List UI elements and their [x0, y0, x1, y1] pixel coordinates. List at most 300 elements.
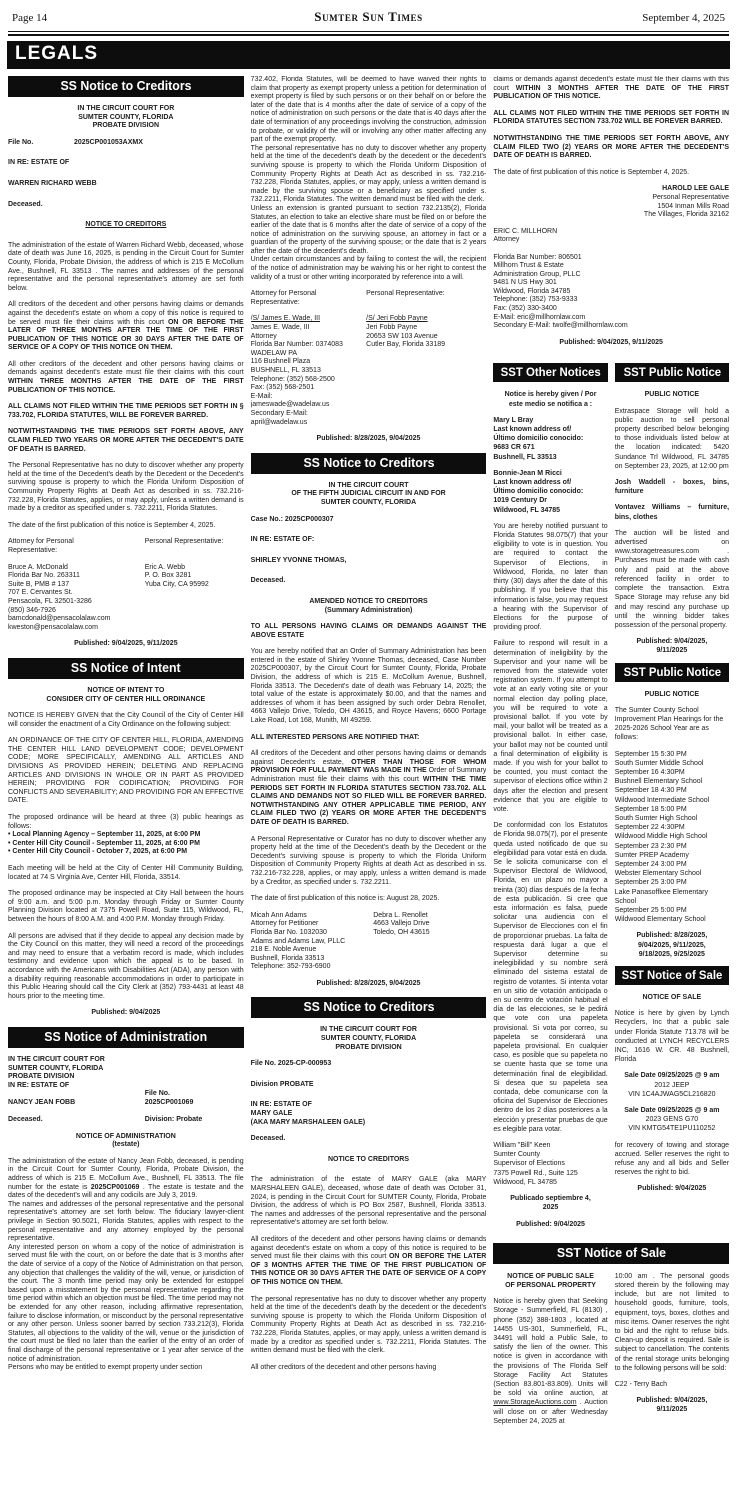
- columns-wrap: [0, 76, 737, 1508]
- notice-paragraph: Division PROBATE: [250, 1080, 314, 1088]
- text-line: OF THE FIFTH JUDICIAL CIRCUIT IN AND FOR: [291, 490, 446, 498]
- text-line: NOTICE OF PUBLIC SALE: [507, 1272, 594, 1280]
- text-line: Fax: (352) 568-2501: [250, 384, 315, 392]
- two-column-block: [251, 315, 487, 427]
- text-line: PROBATE DIVISION: [335, 1043, 402, 1051]
- notice-paragraph: ALL INTERESTED PERSONS ARE NOTIFIED THAT:: [250, 733, 420, 741]
- notice-paragraph: [8, 105, 244, 131]
- text-line: OF PERSONAL PROPERTY: [505, 1281, 596, 1289]
- text-line: Representative:: [250, 298, 300, 306]
- section-header: [615, 966, 729, 985]
- text-line: Wildwood Intermediate School: [614, 796, 710, 804]
- two-column-block: [251, 290, 487, 307]
- text-line: Adams and Adams Law, PLLC: [250, 937, 346, 945]
- notice-paragraph: The auction will be listed and advertised on www.storagetreasures.com . Purchases must be made with cash only and paid at the above referenced facility in order to complete the transaction. Extra Space Storage may refuse any bid and may rescind any purchase up until the winning bidder takes possession of the personal property.: [614, 529, 730, 629]
- text-line: Yuba City, CA 95992: [144, 580, 209, 588]
- text-line: Millhorn Trust & Estate: [493, 262, 564, 270]
- text-line: The Villages, Florida 32162: [643, 211, 730, 219]
- notice-paragraph: [493, 1194, 607, 1212]
- notice-paragraph: The proposed ordinance will be heard at three (3) public hearings as follows:: [8, 814, 244, 830]
- text-line: Division: Probate: [144, 1116, 203, 1124]
- text-line: Pensacola, FL 32501-3286: [8, 597, 92, 605]
- notice-paragraph: [8, 1133, 244, 1150]
- text-segment: . Auction will close on or after Wednesday September 24, 2025 at: [493, 1399, 608, 1425]
- text-line: (Summary Administration): [324, 606, 413, 614]
- text-segment: All creditors of the Decedent and other persons having claims or demands against Decedent's estate,: [250, 750, 487, 766]
- text-line: 116 Bushnell Plaza: [250, 358, 311, 366]
- text-line: Last known address of/: [493, 479, 572, 487]
- notice-paragraph: [8, 361, 244, 395]
- notice-paragraph: All other creditors of the decedent and other persons having: [250, 1363, 437, 1371]
- text-line: Sale Date 09/25/2025 @ 9 am: [624, 1072, 720, 1080]
- notice-paragraph: [493, 1141, 607, 1187]
- text-line: Secondary E-Mail: twolfe@millhornlaw.com: [493, 322, 628, 330]
- right-lines: [373, 912, 486, 972]
- text-line: E-Mail: eric@millhornlaw.com: [493, 313, 586, 321]
- right-lines: [366, 290, 486, 307]
- text-segment: ON OR BEFORE THE LATER OF 3 MONTHS AFTER THE TIME OF THE FIRST PUBLICATION OF THIS NOTICE OR 30 DAYS AFTER THE DATE OF SERVICE OF A COPY OF THIS NOTICE ON THEM.: [250, 1253, 487, 1286]
- text-line: Bruce A. McDonald: [8, 563, 68, 571]
- text-line: Telephone: (352) 568-2500: [250, 375, 335, 383]
- text-line: September 18 4:30 PM: [614, 787, 687, 795]
- notice-paragraph: Case No.: 2025CP000307: [250, 515, 334, 523]
- section-header-label: SST Public Notice: [623, 365, 721, 380]
- text-line: Supervisor of Elections: [493, 1160, 565, 1168]
- notice-paragraph: NOTICE IS HEREBY GIVEN that the City Council of the City of Center Hill will consider the enactment of a City Ordinance on the following subject:: [8, 712, 244, 728]
- two-column-block: [251, 912, 487, 972]
- text-line: Florida Bar No. 263311: [8, 572, 80, 580]
- published-line: Published: 8/28/2025, 9/04/2025: [316, 979, 421, 987]
- text-line: SUMTER COUNTY, FLORIDA: [320, 498, 417, 506]
- text-line: Bonnie-Jean M Ricci: [493, 469, 562, 477]
- notice-paragraph: [8, 301, 244, 353]
- section-header: [251, 453, 487, 474]
- text-segment: The administration of the estate of Nancy Jean Fobb, deceased, is pending in the Circuit Court for Sumter County, Florida, Probate Division, the address of which is 215 E. McCollum Ave., Bushnell, FL 33513. The file number for the estate is: [8, 1157, 244, 1191]
- text-segment: All other creditors of the decedent and other persons having claims or demands against decedent's estate must file their claims with this court: [8, 360, 244, 377]
- text-line: PROBATE DIVISION: [8, 1073, 75, 1081]
- text-line: Personal Representative:: [366, 290, 445, 298]
- text-line: September 18 5:00 PM: [614, 805, 687, 813]
- notice-paragraph: C22 - Terry Bach: [614, 1380, 668, 1388]
- notice-paragraph: IN RE: ESTATE OF: [8, 159, 70, 167]
- notice-paragraph: The proposed ordinance may be inspected at City Hall between the hours of 9:00 a.m. and 5:00 p.m. Monday through Friday or Sumter County Planning Division located at 7375 Powell Road, Suite 115, Wildwood, FL, between the hours of 8:00 A.M. and 4:00 P.M. Monday through Friday.: [8, 890, 244, 923]
- notice-paragraph: SHIRLEY YVONNE THOMAS,: [250, 556, 347, 564]
- text-line: Attorney for Personal: [250, 290, 317, 298]
- text-line: [493, 245, 729, 254]
- notice-paragraph: The administration of the estate of Warren Richard Webb, deceased, whose date of death was June 16, 2025, is pending in the Circuit Court for Sumter County, Florida, Probate Division, the address of which is 215 E McCollum Ave., Bushnell, FL 33513 . The names and addresses of the personal representative and the personal representative's attorney are set forth below.: [8, 241, 244, 292]
- notice-paragraph: Persons who may be entitled to exempt property under section: [8, 1364, 203, 1372]
- notice-paragraph: The personal representative has no duty to discover whether any property held at the time of the decedent's death by the decedent or the decedent's surviving spouse is property to which the Florida Uniform Disposition of Community Property Rights at Death Act as described in ss. 732.216-732.228, Florida Statutes, applies, or may apply, unless a written demand is made by the surviving spouse or a beneficiary as specified under s. 732.2211, Florida Statutes. The written demand must be filed with the clerk.: [250, 144, 487, 204]
- text-line: Toledo, OH 43615: [373, 928, 430, 936]
- text-line: September 25 3:00 PM: [614, 879, 687, 887]
- left-lines: [251, 290, 366, 307]
- section-header-label: SST Notice of Sale: [621, 968, 723, 982]
- text-line: IN RE: ESTATE OF: [8, 1081, 70, 1089]
- notice-paragraph: [8, 1056, 244, 1090]
- notice-paragraph: [251, 1236, 487, 1288]
- text-line: File No.: [8, 138, 34, 146]
- text-line: 9481 N US Hwy 301: [493, 279, 557, 287]
- text-line: Attorney: [493, 236, 520, 244]
- published-line: [615, 931, 729, 959]
- section-header-label: SST Public Notice: [623, 664, 721, 679]
- text-line: IN THE CIRCUIT COURT FOR: [77, 105, 175, 112]
- published-line: [615, 1396, 729, 1414]
- right-lines: [145, 1090, 244, 1124]
- notice-paragraph: PUBLIC NOTICE: [644, 391, 700, 399]
- text-line: September 22 4:30PM: [614, 824, 685, 832]
- text-line: 7375 Powell Rd., Suite 125: [493, 1169, 578, 1177]
- section-header-label: SST Other Notices: [500, 365, 601, 380]
- text-line: Representative:: [8, 546, 58, 554]
- notice-paragraph: Extraspace Storage will hold a public auction to sell personal property described below belonging to those individuals listed below at the location indicated: 5420 Sundance Trl Wildwood, FL 34785 on September 23, 2025, at 12:00 pm: [614, 407, 730, 470]
- text-line: SUMTER COUNTY, FLORIDA: [78, 113, 174, 121]
- notice-paragraph: Under certain circumstances and by failing to contest the will, the recipient of the notice of administration may be waiving his or her right to contest the validity of a trust or other writing incorporated by reference into a will.: [250, 256, 487, 281]
- section-header: [493, 363, 607, 382]
- notice-paragraph: The Sumter County School Improvement Plan Hearings for the 2025-2026 School Year are as follows:: [614, 706, 724, 742]
- notice-paragraph: De conformidad con los Estatutos de Florida 98.075(7), por el presente queda usted notificado de que su elegibilidad para votar está en duda. Se le solicita comunicarse con el Supervisor Electoral de Wildwood, Florida, en un plazo no mayor a treinta (30) días después de la fecha de esta publicación. Si cree que esta información es falsa, puede solicitar una audiencia con el Supervisor de Elecciones con el fin de proporcionar pruebas. La falta de respuesta dará lugar a que el Supervisor determine su inelegibilidad y su nombre será eliminado del sistema estatal de registro de votantes. Si intenta votar en un sitio de votación anticipada o en su centro de votación habitual el día de las elecciones, se le pedirá que vote con una papeleta provisional. Si vota por correo, su papeleta se considerará una papeleta provisional. En cualquier caso, es posible que su papeleta no se cuente hasta que se tome una determinación final de elegibilidad. Si desea que su papeleta sea contada, debe comunicarse con la oficina del Supervisor de Elecciones dentro de los 2 días posteriores a la elección y presentar pruebas de que es elegible para votar.: [493, 822, 608, 1133]
- text-line: Personal Representative: [652, 193, 730, 201]
- right-lines: [74, 139, 244, 148]
- text-line: 2025: [542, 1204, 559, 1212]
- published-line: Published: 9/04/2025: [516, 1220, 585, 1228]
- notice-paragraph: [8, 831, 244, 857]
- section-header-label: SST Notice of Sale: [556, 1244, 666, 1260]
- text-line: april@wadelaw.us: [250, 418, 308, 426]
- left-lines: [8, 564, 145, 633]
- notice-paragraph: The date of first publication of this notice is September 4, 2025.: [493, 168, 690, 176]
- published-line: Published: 8/28/2025, 9/04/2025: [316, 435, 421, 443]
- text-line: File No.: [144, 1090, 170, 1098]
- text-line: Florida Bar Number: 806501: [493, 253, 582, 261]
- notice-paragraph: The date of the first publication of this notice is September 4, 2025.: [8, 521, 216, 529]
- text-line: Published: 8/28/2025,: [636, 932, 708, 940]
- notice-paragraph: for recovery of towing and storage accrued. Seller reserves the right to refuse any and all bids and Seller reserves the right to bid.: [614, 1141, 730, 1177]
- published-line: Published: 9/04/2025, 9/11/2025: [559, 338, 663, 346]
- section-header-label: SS Notice to Creditors: [302, 454, 435, 470]
- text-line: • Center Hill City Council - September 11, 2025, at 6:00 PM: [8, 839, 200, 847]
- notice-paragraph: [493, 416, 607, 462]
- text-line: Wildwood, FL 34785: [493, 506, 561, 514]
- notice-paragraph: Failure to respond will result in a determination of ineligibility by the Supervisor and your name will be removed from the statewide voter registration system. If you attempt to vote at an early voting site or your normal election day polling place, you will be required to vote a provisional ballot. If you vote by mail, your ballot will be treated as a provisional ballot. In either case, your ballot may not be counted until a final determination of eligibility is made. If you wish for your ballot to be counted, you must contact the supervisor of elections office within 2 days after the election and present evidence that you are eligible to vote.: [493, 640, 608, 813]
- text-line: este medio se notifica a :: [508, 400, 593, 408]
- text-line: Published: 9/04/2025,: [636, 638, 708, 646]
- text-line: Publicado septiembre 4,: [510, 1195, 591, 1203]
- text-line: Wildwood Middle High School: [614, 833, 708, 841]
- text-line: Sumter PREP Academy: [614, 851, 689, 859]
- left-lines: [8, 538, 145, 555]
- notice-paragraph: [493, 76, 729, 102]
- text-segment: claims or demands against decedent's estate must file their claims with this court: [493, 76, 730, 92]
- text-segment: www.StorageAuctions.com: [493, 1399, 577, 1407]
- notice-paragraph: [251, 1026, 487, 1052]
- text-line: Attorney: [250, 332, 277, 340]
- text-line: Sumter County: [493, 1151, 541, 1159]
- text-line: NOTICE OF ADMINISTRATION: [75, 1132, 176, 1140]
- text-line: SUMTER COUNTY, FLORIDA: [320, 1035, 417, 1043]
- notice-paragraph: [493, 228, 729, 331]
- notice-paragraph: Any interested person on whom a copy of the notice of administration is served must file with the court, on or before the date that is 3 months after the date of service of a copy of the Notice of Administration on that person, any objection that challenges the validity of the will, venue, or jurisdiction of the court. The 3 month time period may only be extended for estoppel based upon a misstatement by the personal representative regarding the time period within which an objection must be filed. The time period may not be extended for any other reason, including affirmative representation, failure to disclose information, or misconduct by the personal representative or any other person. Unless sooner barred by section 733.212(3), Florida Statutes, all objections to the validity of the will, venue or the jurisdiction of the court must be filed no later than the earlier of the entry of an order of final discharge of the personal representative or 1 year after service of the notice of administration.: [8, 1243, 244, 1363]
- text-segment: OTHER THAN THOSE FOR WHOM PROVISION FOR FULL PAYMENT WAS MADE IN THE: [250, 758, 487, 775]
- notice-paragraph: WARREN RICHARD WEBB: [8, 179, 97, 187]
- text-line: Telephone: 352-793-6900: [250, 963, 331, 971]
- legals-banner: LEGALS: [7, 41, 730, 69]
- text-line: bamcdonald@pensacolalaw.com: [8, 615, 111, 623]
- left-lines: [8, 139, 74, 148]
- notice-paragraph: NOTICE OF SALE: [642, 994, 702, 1001]
- notice-paragraph: The Personal Representative has no duty to discover whether any property held at the time of the Decedent's death by the Decedent or the Decedent's surviving spouse is property to which the Florida Uniform Disposition of Community Property Rights at Death Act as described in ss. 732.216-732.228, Florida Statutes, applies, or may apply, unless a written demand is made by a creditor as specified under s. 732.2211, Florida Statutes.: [8, 462, 244, 513]
- text-line: Jeri Fobb Payne: [366, 324, 418, 332]
- two-column-block: [8, 564, 244, 633]
- text-line: Webster Elementary School: [614, 870, 702, 878]
- text-line: (AKA MARY MARSHALEEN GALE): [250, 1118, 366, 1126]
- text-line: 4663 Vallejo Drive: [373, 920, 430, 928]
- text-line: Telephone: (352) 753-9333: [493, 296, 578, 304]
- text-segment: WITHIN THREE MONTHS AFTER THE DATE OF THE FIRST PUBLICATION OF THIS NOTICE.: [8, 378, 244, 394]
- text-line: Florida Bar Number: 0374083: [250, 341, 343, 349]
- text-line: WADELAW PA: [250, 349, 298, 357]
- text-segment: All creditors of the decedent and other persons having claims or demands against the decedent's estate on whom a copy of this notice is required to be served must file their claims with this court: [8, 301, 244, 326]
- notice-paragraph: [493, 1272, 607, 1290]
- text-line: Cutler Bay, Florida 33189: [366, 341, 445, 349]
- sub-column: [615, 356, 729, 1235]
- text-segment: All creditors of the decedent and other persons having claims or demands against decedent's estate on whom a copy of this notice is required to be served must file their claims with this court: [250, 1235, 487, 1261]
- text-line: MARY GALE: [250, 1110, 293, 1118]
- text-line: PROBATE DIVISION: [92, 122, 160, 130]
- left-lines: [251, 315, 366, 427]
- notice-paragraph: Deceased.: [250, 1135, 286, 1143]
- text-line: IN RE: ESTATE OF: [250, 1101, 312, 1109]
- text-line: VIN KMTG54TE1PU110252: [628, 1125, 716, 1133]
- text-line: James E. Wade, III: [250, 324, 310, 332]
- text-line: Último domicilio conocido:: [493, 435, 584, 443]
- text-line: South Sumter High School: [614, 814, 698, 822]
- text-line: 9/11/2025: [656, 647, 688, 655]
- notice-paragraph: [493, 390, 607, 408]
- paper-title: Sumter Sun Times: [314, 9, 423, 24]
- text-line: Bushnell, Florida 33513: [250, 954, 325, 962]
- section-header-label: SS Notice of Intent: [70, 659, 181, 675]
- notice-paragraph: AN ORDINANCE OF THE CITY OF CENTER HILL, FLORIDA, AMENDING THE CENTER HILL LAND DEVELOPMENT CODE; DEVELOPMENT CODE; MORE SPECIFICALLY, AMENDING ALL ARTICLES AND DIVISIONS AS PROVIDED HEREIN; DELETING AND REPLACING ARTICLES AND DIVISIONS IN WHOLE OR IN PART AS PROVIDED HEREIN; PROVIDING FOR CODIFICATION; PROVIDING FOR CONFLICTS AND SEVERABILITY; AND PROVIDING FOR AN EFFECTIVE DATE.: [8, 737, 244, 805]
- right-lines: [366, 315, 486, 427]
- notice-paragraph: NOTICE TO CREDITORS: [85, 221, 167, 229]
- sub-columns: [493, 356, 729, 1235]
- section-header-label: SS Notice to Creditors: [60, 78, 192, 93]
- text-line: September 25 5:00 PM: [614, 906, 687, 914]
- text-line: September 15 5:30 PM: [614, 750, 687, 758]
- text-segment: WITHIN THE TIME PERIODS SET FORTH IN FLORIDA STATUTES SECTION 733.702. ALL CLAIMS AND DEMANDS NOT SO FILED WILL BE FOREVER BARRED. NOTWITHSTANDING ANY OTHER APPLICABLE TIME PERIOD, ANY CLAIM FILED TWO (2) YEARS OR MORE AFTER THE DECEDENT'S DATE OF DEATH IS BARRED.: [250, 776, 487, 826]
- sub-column: [493, 356, 607, 1235]
- text-line: Secondary E-Mail:: [250, 409, 308, 417]
- text-line: IN THE CIRCUIT COURT FOR: [320, 1026, 417, 1034]
- text-line: CONSIDER CITY OF CENTER HILL ORDINANCE: [46, 695, 206, 703]
- right-lines: [145, 538, 244, 555]
- text-line: Notice is hereby given / Por: [504, 391, 597, 399]
- text-line: William "Bill" Keen: [493, 1142, 551, 1150]
- notice-paragraph: [615, 750, 729, 925]
- text-line: Bushnell, FL 33513: [493, 453, 557, 461]
- text-line: Fax: (352) 330-3400: [493, 305, 557, 313]
- text-line: 218 E. Noble Avenue: [250, 946, 317, 954]
- text-line: Administration Group, PLLC: [493, 270, 581, 278]
- text-line: E-Mail:: [250, 392, 273, 400]
- sub-columns: [493, 1272, 729, 1433]
- left-lines: [8, 1090, 145, 1124]
- text-line: Bushnell Elementary School: [614, 778, 703, 786]
- notice-paragraph: Vontavez Williams – furniture, bins, clothes: [614, 504, 730, 521]
- masthead-rule-thick: [8, 34, 729, 36]
- text-segment: . The estate is testate and the dates of the decedent's will and any codicils are July 3, 2019.: [8, 1183, 244, 1200]
- notice-paragraph: 10:00 am . The personal goods stored therein by the following may include, but are not limited to household goods, furniture, tools, equipment, toys, boxes, clothes and misc items. Owner reserves the right to bid and the right to refuse bids. Clean-up deposit is required. Sale is subject to cancellation. The contents of the rental storage units belonging to the following persons will be sold:: [614, 1272, 730, 1372]
- text-line: Mary L Bray: [493, 416, 534, 424]
- text-line: P. O. Box 3281: [144, 572, 192, 580]
- published-line: Published: 9/04/2025: [637, 1185, 707, 1193]
- text-line: Wildwood, Florida 34785: [493, 287, 571, 295]
- text-line: 2025CP001053AXMX: [73, 138, 143, 146]
- text-line: [8, 1107, 145, 1116]
- text-line: AMENDED NOTICE TO CREDITORS: [309, 597, 428, 605]
- text-line: 9/04/2025, 9/11/2025,: [637, 941, 706, 949]
- notice-paragraph: The names and addresses of the personal representative and the personal representative's attorney are set forth below. The fiduciary lawyer-client privilege in Section 90.5021, Florida Statutes, applies with respect to the personal representative and any attorney employed by the personal representative.: [8, 1200, 244, 1243]
- text-line: Attorney for Petitioner: [250, 920, 319, 928]
- notice-paragraph: NOTWITHSTANDING THE TIME PERIODS SET FORTH ABOVE, ANY CLAIM FILED TWO YEARS OR MORE AFTER THE DECEDENT'S DATE OF DEATH IS BARRED.: [8, 428, 244, 453]
- text-line: IN THE CIRCUIT COURT FOR: [8, 1055, 105, 1063]
- issue-date: September 4, 2025: [642, 12, 726, 24]
- notice-paragraph: TO ALL PERSONS HAVING CLAIMS OR DEMANDS AGAINST THE ABOVE ESTATE: [250, 623, 487, 639]
- text-line: 2023 GENS G70: [645, 1116, 699, 1124]
- notice-paragraph: [615, 1071, 729, 1099]
- notice-paragraph: The personal representative has no duty to discover whether any property held at the time of the decedent's death by the decedent or the decedent's surviving spouse is property to which the Florida Uniform Disposition of Community Property Rights at Death Act as described in ss. 732.216-732.228, Florida Statutes, applies, or may apply, unless a written demand is made by a creditor as specified under s. 732.2211, Florida Statutes. The written demand must be filed with the clerk.: [250, 1295, 487, 1355]
- text-line: Florida Bar No. 1032030: [250, 928, 327, 936]
- notice-paragraph: Deceased.: [8, 200, 43, 208]
- text-line: Suite B, PMB # 137: [8, 580, 70, 588]
- notice-paragraph: [493, 185, 729, 219]
- notice-paragraph: [251, 750, 487, 827]
- text-line: Micah Ann Adams: [250, 911, 307, 919]
- notice-paragraph: Josh Waddell - boxes, bins, furniture: [614, 479, 730, 496]
- notice-paragraph: 732.402, Florida Statutes, will be deemed to have waived their rights to claim that property as exempt property unless a petition for determination of exempt property is filed by such persons or on their behalf on or before the later of the date that is 4 months after the date of service of a copy of the notice of administration on such persons or the date that is 40 days after the date of termination of any proceedings involving the construction, admission to probate, or validity of the will or involving any other matter affecting any part of the exempt property.: [250, 76, 487, 144]
- notice-paragraph: [493, 469, 607, 515]
- notice-paragraph: [251, 1101, 487, 1127]
- notice-paragraph: The administration of the estate of MARY GALE (aka MARY MARSHALEEN GALE), deceased, whose date of death was October 31, 2024, is pending in the Circuit Court for SUMTER County, Florida, Probate Division, the address of which is PO Box 2587, Bushnell, Florida 33513. The names and addresses of the personal representative and the personal representative's attorney are set forth below.: [250, 1176, 487, 1227]
- section-header: [251, 997, 487, 1018]
- text-line: NOTICE OF INTENT TO: [87, 686, 165, 694]
- section-header: [615, 363, 729, 382]
- notice-paragraph: IN RE: ESTATE OF:: [250, 536, 315, 544]
- notice-paragraph: All persons are advised that if they decide to appeal any decision made by the City Council on this matter, they will need a record of the proceedings and may need to ensure that a verbatim record is made, which includes testimony and evidence upon which the appeal is to be based. In accordance with the Americans with Disabilities Act (ADA), any person with a disability requiring reasonable accommodations in order to participate in this Public Hearing should call the City Clerk at (352) 793-4431 at least 48 hours prior to the meeting time.: [8, 932, 244, 1000]
- text-line: NANCY JEAN FOBB: [8, 1098, 76, 1106]
- section-header: [615, 663, 729, 682]
- notice-paragraph: ALL CLAIMS NOT FILED WITHIN THE TIME PERIODS SET FORTH IN FLORIDA STATUTES SECTION 733.702 WILL BE FOREVER BARRED.: [493, 109, 730, 126]
- published-line: Published: 9/04/2025: [91, 1009, 161, 1017]
- text-line: Published: 9/04/2025,: [636, 1397, 708, 1405]
- text-segment: Notice is hereby given that Seeking Storage - Summerfield, FL (8130) , phone (352) 388-1803 , located at 14455 US-301, Summerfield, FL, 34491 will hold a Public Sale, to satisfy the lien of the owner. This notice is given in accordance with the provisions of The Florida Self Storage Facility Act Statutes (Section 83.801-83.809). Units will be sold via online auction, at: [493, 1298, 608, 1398]
- section-header: [493, 1243, 729, 1264]
- notice-paragraph: [8, 1158, 244, 1201]
- text-line: [8, 1090, 145, 1099]
- text-line: Último domicilio conocido:: [493, 488, 584, 496]
- masthead: [0, 0, 737, 28]
- text-line: SUMTER COUNTY, FLORIDA: [8, 1064, 104, 1072]
- notice-paragraph: NOTWITHSTANDING THE TIME PERIODS SET FORTH ABOVE, ANY CLAIM FILED TWO (2) YEARS OR MORE AFTER THE DECEDENT'S DATE OF DEATH IS BARRED.: [493, 134, 730, 160]
- page-number: Page 14: [12, 12, 48, 24]
- notice-paragraph: A Personal Representative or Curator has no duty to discover whether any property held at the time of the Decedent's death by the Decedent or the Decedent's surviving spouse is property to which the Florida Uniform Disposition of Community Property Rights at death Act as described in ss. 732.216-732.228, applies, or may apply, unless a written demand is made by a Creditor, as specified under s. 732.2211.: [250, 835, 487, 886]
- section-header-label: SS Notice of Administration: [44, 1028, 208, 1044]
- column-3: [493, 76, 729, 1508]
- sub-column: [493, 1272, 607, 1433]
- text-line: South Sumter Middle School: [614, 759, 704, 767]
- notice-paragraph: The date of first publication of this notice is: August 28, 2025.: [250, 895, 440, 903]
- text-segment: Order of Summary Administration must file their claims with this court: [250, 767, 487, 783]
- text-line: 9683 CR 671: [493, 444, 535, 452]
- text-line: 2025CP001069: [144, 1098, 194, 1106]
- text-line: 707 E. Cervantes St.: [8, 589, 73, 597]
- masthead-rule-thin: [8, 31, 729, 32]
- notice-paragraph: File No. 2025-CP-000953: [250, 1060, 332, 1068]
- text-line: • Local Planning Agency – September 11, 2025, at 6:00 PM: [8, 831, 201, 839]
- text-line: • Center Hill City Council - October 7, 2025, at 6:00 PM: [8, 848, 188, 856]
- text-line: 1504 Inman Mills Road: [657, 202, 730, 210]
- text-line: HAROLD LEE GALE: [662, 185, 730, 193]
- text-line: IN THE CIRCUIT COURT: [328, 481, 409, 489]
- text-line: Attorney for Personal: [8, 538, 74, 546]
- text-line: (testate): [112, 1141, 140, 1149]
- section-header-label: SS Notice to Creditors: [302, 999, 435, 1015]
- text-line: kweston@pensacolalaw.com: [8, 623, 98, 631]
- notice-paragraph: [251, 598, 487, 615]
- text-line: Sale Date 09/25/2025 @ 9 am: [624, 1107, 720, 1115]
- text-segment: ON OR BEFORE THE LATER OF THREE MONTHS AFTER THE TIME OF THE FIRST PUBLICATION OF THIS NOTICE OR 30 DAYS AFTER THE DATE OF SERVICE OF A COPY OF THIS NOTICE ON THEM.: [8, 318, 244, 352]
- text-line: 20653 SW 103 Avenue: [366, 332, 438, 340]
- text-line: [145, 1107, 244, 1116]
- notice-paragraph: Unless an extension is granted pursuant to section 732.2135(2), Florida Statutes, an election to take an elective share must be filed on or before the earlier of the date that is 6 months after the date of service of a copy of the notice of administration on the surviving spouse, an attorney in fact or a guardian of the property of the surviving spouse; or the date that is 2 years after the date of the decedent's death.: [250, 204, 487, 255]
- text-line: 9/11/2025: [656, 1406, 688, 1414]
- text-line: Deceased.: [8, 1116, 43, 1124]
- text-line: Wildwood, FL 34785: [493, 1178, 557, 1186]
- section-header: [8, 658, 244, 679]
- sub-column: [615, 1272, 729, 1433]
- text-line: Lake Panasoffkee Elementary School: [614, 888, 708, 905]
- text-line: (850) 346-7926: [8, 606, 56, 614]
- text-line: Last known address of/: [493, 426, 572, 434]
- notice-paragraph: You are hereby notified pursuant to Florida Statutes 98.075(7) that your eligibility to vote is in question. You are required to contact the Supervisor of Elections, in Wildwood, Florida, no later than thirty (30) days after the date of this publishing. If you believe that this information is false, you may request a hearing with the Supervisor of Elections for the purpose of providing proof.: [493, 522, 608, 632]
- text-line: ERIC C. MILLHORN: [493, 227, 558, 235]
- text-line: BUSHNELL, FL 33513: [250, 367, 321, 374]
- text-line: 2012 JEEP: [654, 1081, 690, 1089]
- column-1: [8, 76, 244, 1508]
- text-line: 1019 Century Dr: [493, 497, 548, 505]
- notice-paragraph: [493, 1297, 607, 1426]
- text-line: Personal Representative:: [144, 538, 224, 546]
- text-line: September 16 4:30PM: [614, 768, 685, 776]
- text-line: 9/18/2025, 9/25/2025: [638, 950, 705, 958]
- right-lines: [145, 564, 244, 633]
- notice-paragraph: [615, 1106, 729, 1134]
- two-column-block: [8, 538, 244, 555]
- notice-paragraph: ALL CLAIMS NOT FILED WITHIN THE TIME PERIODS SET FORTH IN § 733.702, FLORIDA STATUTES, WILL BE FOREVER BARRED.: [8, 403, 244, 419]
- text-line: /S/ Jeri Fobb Payne: [366, 315, 428, 323]
- published-line: [615, 637, 729, 655]
- notice-paragraph: Each meeting will be held at the City of Center Hill Community Building, located at 74 S Virginia Ave, Center Hill, Florida, 33514.: [8, 865, 244, 881]
- text-line: Eric A. Webb: [144, 563, 186, 571]
- published-line: Published: 9/04/2025, 9/11/2025: [74, 640, 178, 648]
- text-segment: WITHIN 3 MONTHS AFTER THE DATE OF THE FIRST PUBLICATION OF THIS NOTICE.: [493, 84, 730, 101]
- notice-paragraph: [251, 482, 487, 508]
- notice-paragraph: PUBLIC NOTICE: [644, 690, 700, 698]
- two-column-block: [8, 139, 244, 148]
- notice-paragraph: Notice is here by given by Lynch Recyclers, Inc that a public sale under Florida Statute 713.78 will be conducted at LYNCH RECYCLERS INC, 1616 W. CR. 48 Bushnell, Florida: [614, 1010, 730, 1064]
- text-segment: 2025CP001069: [90, 1183, 140, 1191]
